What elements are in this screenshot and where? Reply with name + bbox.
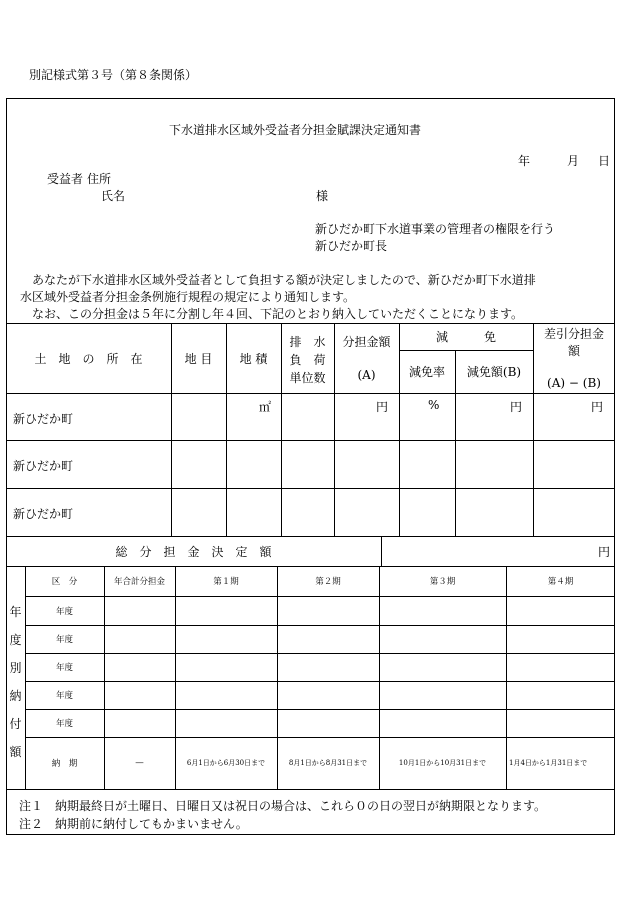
header-area: 地 積 (239, 351, 268, 366)
land-row-location: 新ひだか町 (13, 507, 74, 521)
note-1: 注１ 納期最終日が土曜日、日曜日又は祝日の場合は、これら０の日の翌日が納期限となります。 (19, 799, 547, 813)
due-dash: — (135, 758, 144, 768)
header-period-3: 第３期 (429, 577, 456, 587)
header-period-4: 第４期 (547, 577, 574, 587)
unit-percent: % (428, 398, 440, 412)
name-label: 氏名 (101, 189, 126, 203)
year-row-label: 年度 (55, 663, 73, 673)
unit-area: ㎡ (259, 400, 272, 414)
land-row-location: 新ひだか町 (13, 459, 74, 473)
header-amount-line-2: (A) (357, 368, 376, 382)
pay-row-rule (25, 653, 615, 654)
header-exempt-amount: 減免額(B) (466, 365, 522, 379)
land-col-rule (334, 323, 335, 536)
form-label: 別記様式第３号（第８条関係） (29, 68, 198, 82)
header-net-line-1: 差引分担金 (543, 327, 604, 341)
header-net-line-3: (A) − (B) (547, 376, 601, 390)
honorific: 様 (316, 189, 329, 203)
header-drain-line-2: 負 荷 (289, 353, 326, 367)
body-line-1: あなたが下水道排水区域外受益者として負担する額が決定しましたので、新ひだか町下水道排 (20, 273, 536, 287)
year-row-label: 年度 (55, 719, 73, 729)
pay-row-rule (25, 596, 615, 597)
header-period-1: 第１期 (213, 577, 239, 587)
date-month: 月 (567, 154, 580, 168)
due-period-2: 8月1日から8月31日まで (288, 759, 368, 767)
pay-table-bottom-rule (6, 789, 615, 790)
land-header-bottom-rule (6, 393, 615, 394)
year-row-label: 年度 (55, 691, 73, 701)
header-drain-line-1: 排 水 (289, 335, 326, 349)
land-row-rule-2 (6, 488, 615, 489)
pay-row-rule (25, 709, 615, 710)
due-period-3: 10月1日から10月31日まで (398, 759, 487, 767)
unit-yen-amount: 円 (376, 400, 389, 414)
issuer-line-2: 新ひだか町長 (315, 239, 388, 253)
year-row-label: 年度 (55, 635, 73, 645)
issuer-line-1: 新ひだか町下水道事業の管理者の権限を行う (315, 222, 556, 236)
body-line-2: 水区域外受益者分担金条例施行規程の規定により通知します。 (20, 290, 356, 304)
unit-yen-exempt: 円 (510, 400, 523, 414)
header-yearly-total: 年合計分担金 (113, 577, 165, 587)
total-label: 総 分 担 金 決 定 額 (115, 544, 272, 559)
header-exempt-rate: 減免率 (408, 365, 445, 379)
header-net-line-2: 額 (567, 344, 580, 358)
body-line-3: なお、この分担金は５年に分割し年４回、下記のとおり納入していただくことになります。 (20, 307, 524, 321)
year-row-label: 年度 (55, 606, 73, 617)
header-exempt: 減 免 (435, 330, 496, 344)
total-unit: 円 (598, 545, 611, 559)
unit-yen-net: 円 (591, 400, 604, 414)
land-row-rule-1 (6, 440, 615, 441)
pay-side-label: 年 度 別 納 付 額 (9, 605, 22, 759)
due-label: 納 期 (51, 759, 78, 769)
pay-row-rule (25, 681, 615, 682)
date-day: 日 (598, 154, 611, 168)
header-chimoku: 地 目 (184, 351, 213, 366)
header-location: 土 地 の 所 在 (34, 351, 143, 366)
document-title: 下水道排水区域外受益者分担金賦課決定通知書 (169, 123, 422, 137)
note-2: 注２ 納期前に納付してもかまいません。 (19, 817, 248, 831)
due-period-4: 1月4日から1月31日まで (509, 759, 588, 767)
header-period-2: 第２期 (315, 577, 341, 587)
total-divider (381, 536, 382, 566)
header-drain-line-3: 単位数 (289, 371, 326, 385)
due-period-1: 6月1日から6月30日まで (186, 759, 266, 767)
header-amount-line-1: 分担金額 (342, 335, 391, 349)
date-year: 年 (518, 154, 531, 168)
land-row-location: 新ひだか町 (13, 412, 74, 426)
pay-row-rule (25, 625, 615, 626)
header-kubun: 区 分 (51, 577, 78, 587)
beneficiary-label: 受益者 (47, 172, 84, 186)
address-label: 住所 (87, 172, 112, 186)
